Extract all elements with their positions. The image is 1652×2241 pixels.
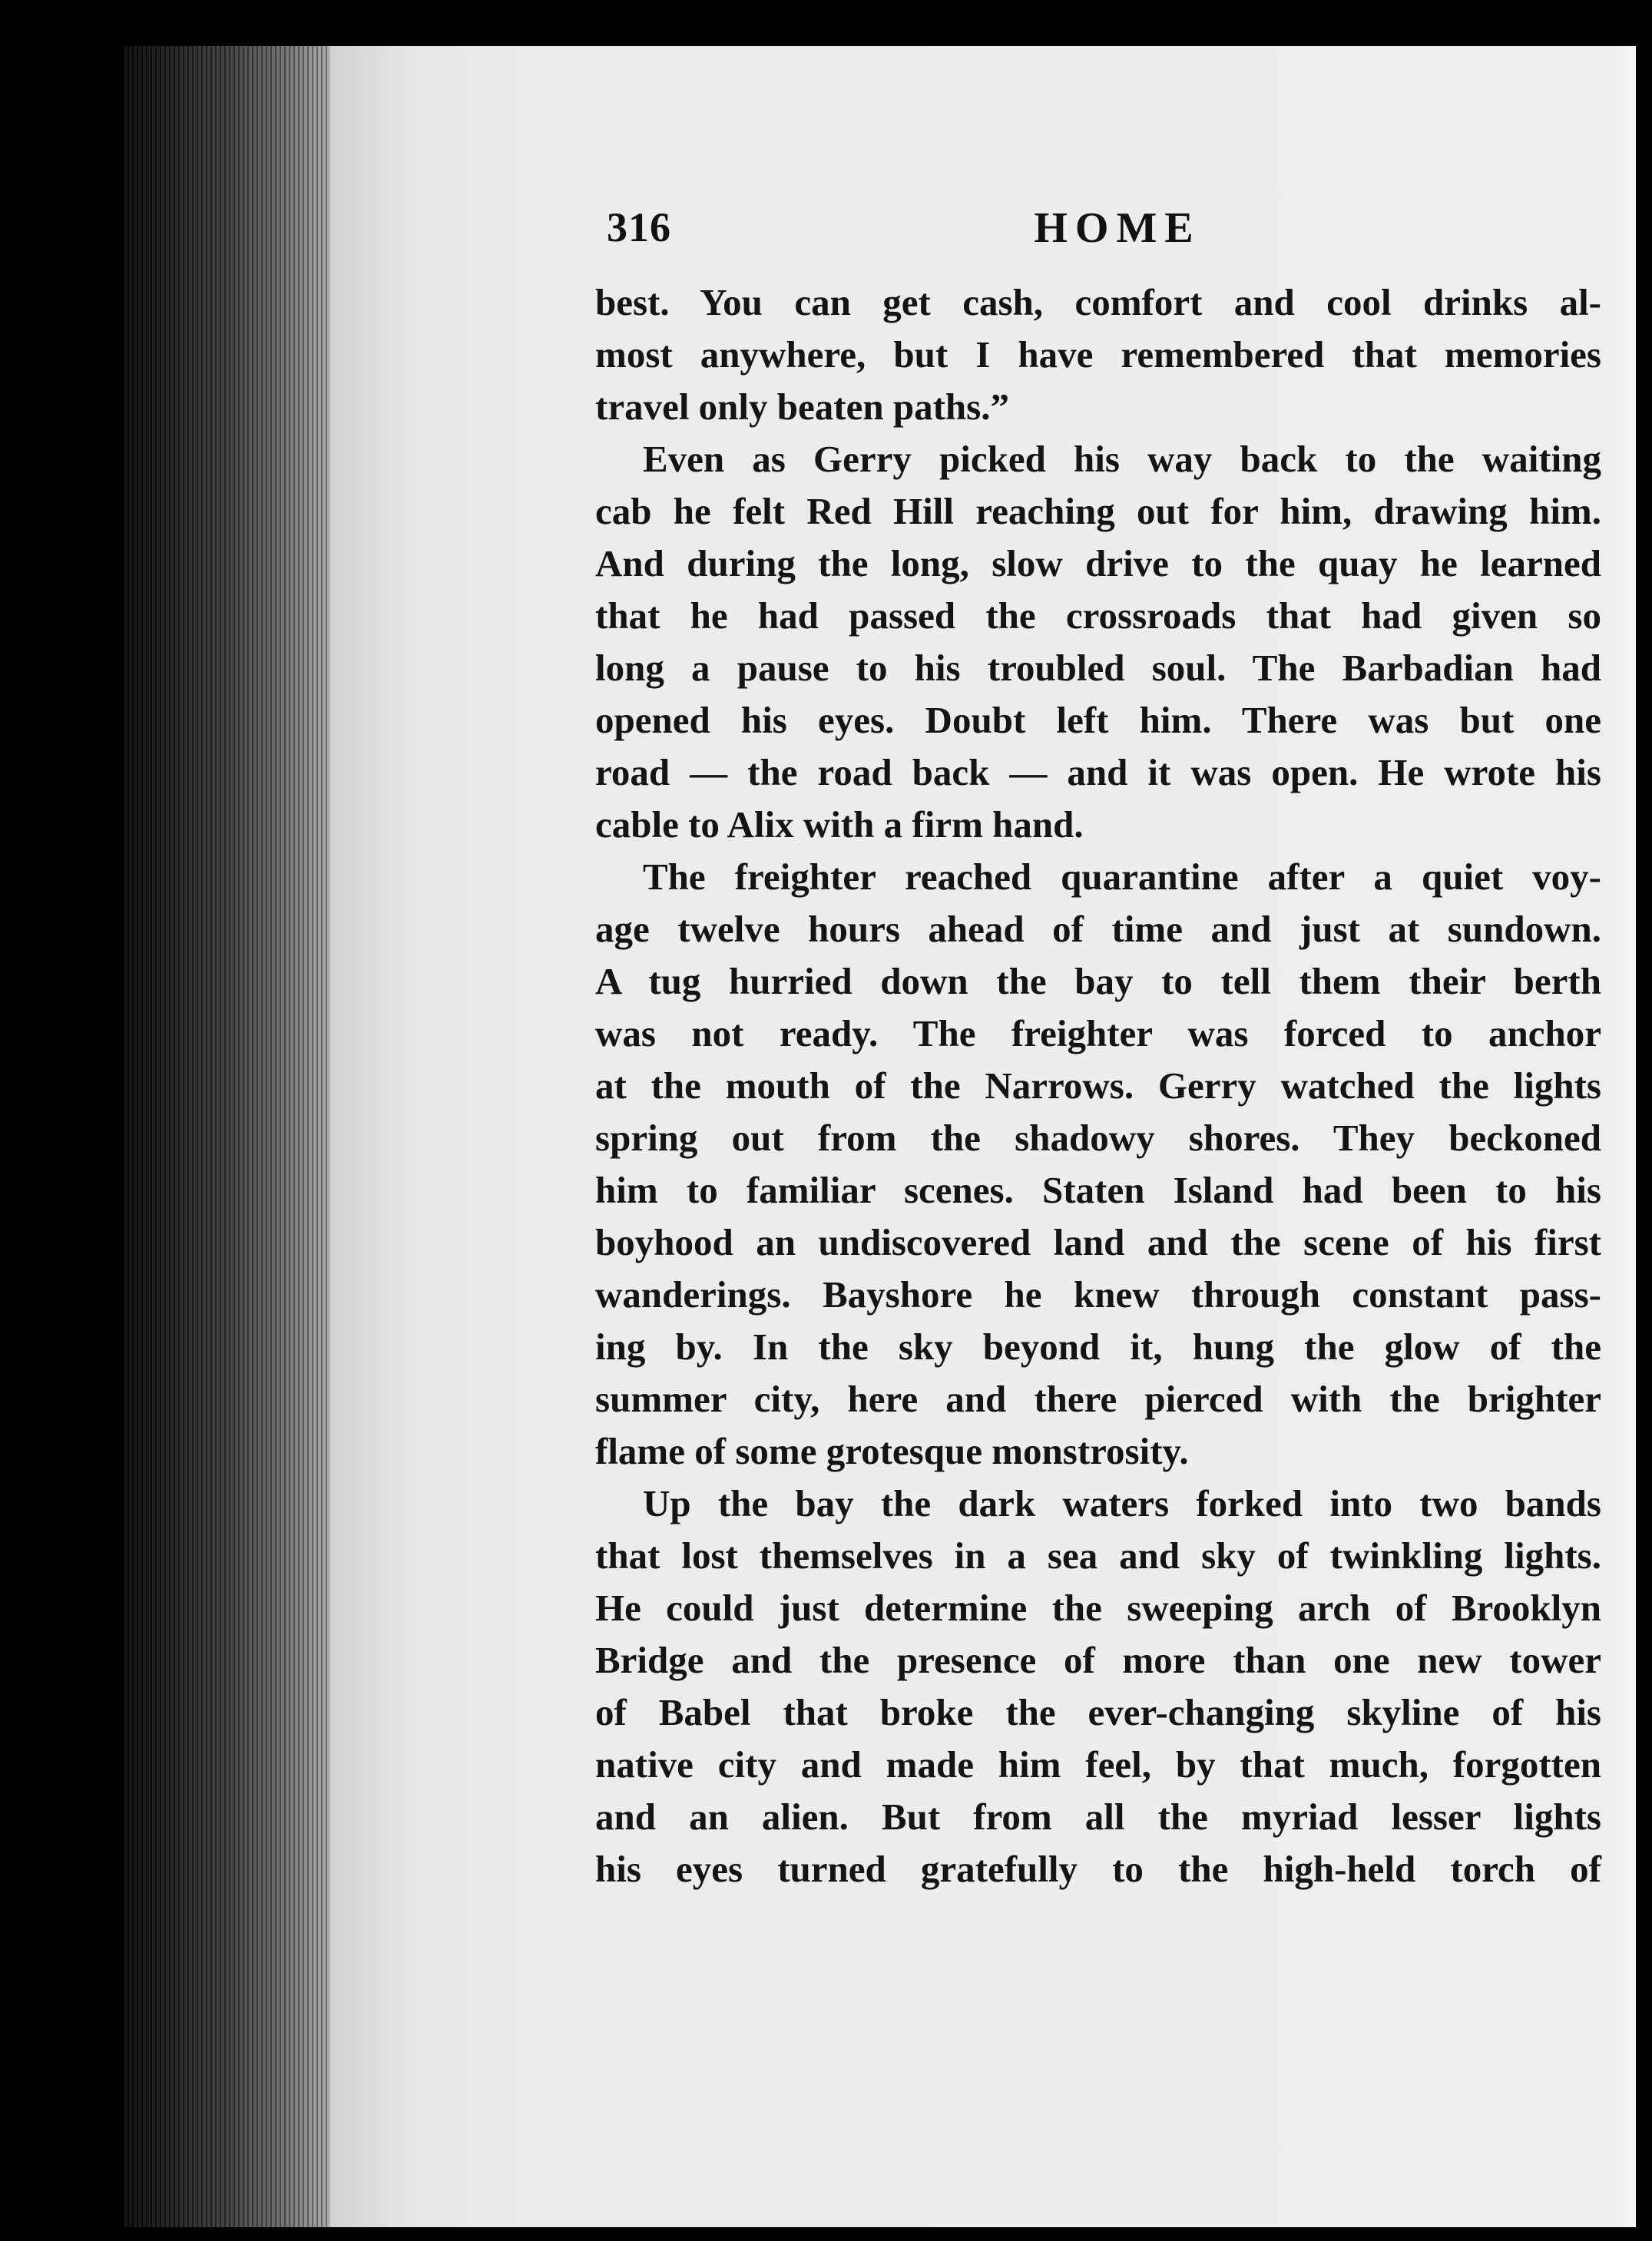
text-line: He could just determine the sweeping arch of Brooklyn — [595, 1587, 1601, 1629]
text-line: summer city, here and there pierced with the brighter — [595, 1378, 1601, 1420]
text-line: long a pause to his troubled soul. The Barbadian had — [595, 647, 1601, 689]
text-line: road — the road back — and it was open. He wrote his — [595, 751, 1601, 793]
text-line: of Babel that broke the ever-changing skyline of his — [595, 1691, 1601, 1733]
text-line: flame of some grotesque monstrosity. — [595, 1430, 1189, 1472]
text-line: him to familiar scenes. Staten Island had been to his — [595, 1169, 1601, 1211]
text-line: and an alien. But from all the myriad lesser lights — [595, 1796, 1601, 1838]
text-line: A tug hurried down the bay to tell them their berth — [595, 960, 1601, 1002]
text-line: travel only beaten paths.” — [595, 386, 1009, 428]
text-line: The freighter reached quarantine after a quiet voy- — [643, 856, 1601, 898]
text-line: And during the long, slow drive to the quay he learned — [595, 542, 1601, 584]
page-edge — [1614, 46, 1636, 2227]
text-line: Even as Gerry picked his way back to the waiting — [643, 438, 1601, 480]
text-line: his eyes turned gratefully to the high-held torch of — [595, 1848, 1601, 1890]
text-line: cab he felt Red Hill reaching out for him, drawing him. — [595, 490, 1601, 532]
printed-page — [330, 46, 1636, 2227]
text-line: that he had passed the crossroads that had given so — [595, 594, 1601, 637]
text-line: most anywhere, but I have remembered that memories — [595, 333, 1601, 376]
text-line: spring out from the shadowy shores. They beckoned — [595, 1117, 1601, 1159]
body-text — [595, 276, 1601, 1895]
text-line: at the mouth of the Narrows. Gerry watched the lights — [595, 1064, 1601, 1107]
text-line: native city and made him feel, by that much, forgotten — [595, 1743, 1601, 1786]
text-line: opened his eyes. Doubt left him. There was but one — [595, 699, 1601, 741]
text-line: Up the bay the dark waters forked into two bands — [643, 1482, 1601, 1524]
text-line: was not ready. The freighter was forced to anchor — [595, 1012, 1601, 1054]
text-line: age twelve hours ahead of time and just at sundown. — [595, 908, 1601, 950]
paragraph — [595, 276, 1601, 433]
text-line: ing by. In the sky beyond it, hung the glow of the — [595, 1326, 1601, 1368]
text-line: cable to Alix with a firm hand. — [595, 803, 1084, 846]
text-line: that lost themselves in a sea and sky of twinkling lights. — [595, 1534, 1601, 1577]
text-line: best. You can get cash, comfort and cool drinks al- — [595, 281, 1601, 323]
paragraph — [595, 433, 1601, 851]
text-line: Bridge and the presence of more than one new tower — [595, 1639, 1601, 1681]
book-gutter-shadow — [123, 46, 353, 2227]
page-header — [607, 204, 1628, 273]
paragraph — [595, 851, 1601, 1478]
text-line: wanderings. Bayshore he knew through constant pass- — [595, 1273, 1601, 1316]
text-line: boyhood an undiscovered land and the scene of his first — [595, 1221, 1601, 1263]
paragraph — [595, 1478, 1601, 1895]
running-head: HOME — [1034, 204, 1201, 252]
page-number: 316 — [607, 204, 671, 250]
